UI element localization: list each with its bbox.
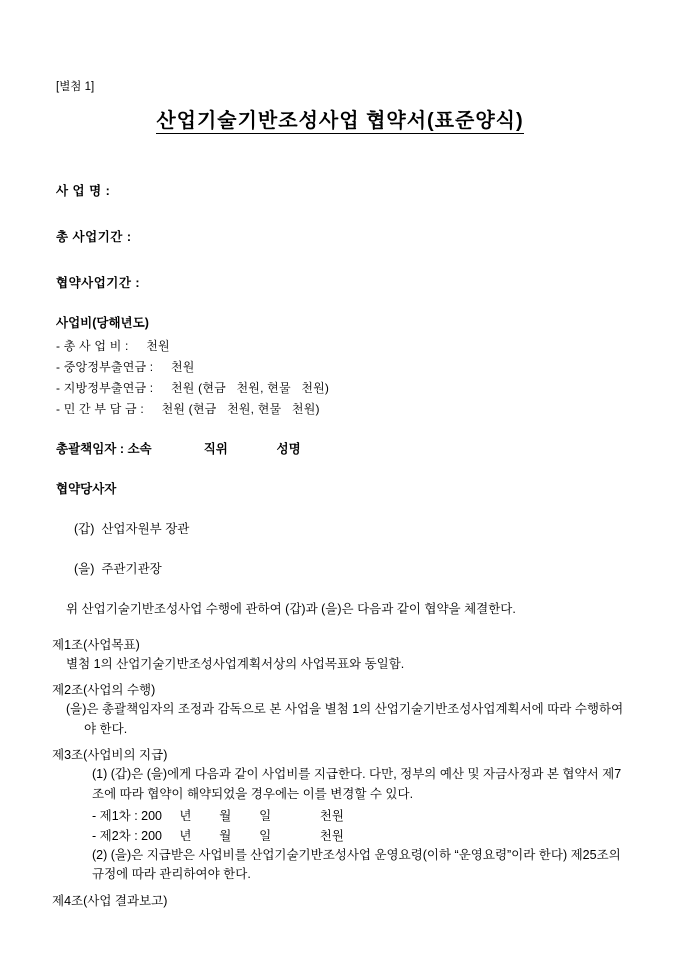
article-2-head: 제2조(사업의 수행): [52, 683, 156, 698]
article-3-payment-2: - 제2차 : 200 년 월 일 천원: [92, 828, 344, 843]
attachment-tag: [별첨 1]: [56, 81, 95, 93]
article-4-head: 제4조(사업 결과보고): [52, 893, 168, 908]
article-3-payment-1: - 제1차 : 200 년 월 일 천원: [92, 808, 344, 823]
parties-heading: 협약당사자: [56, 482, 117, 496]
cost-row: - 민 간 부 담 금 : 천원 (현금 천원, 현물 천원): [56, 402, 320, 416]
field-project-leader: 총괄책임자 : 소속 직위 성명: [56, 442, 301, 456]
field-project-name: 사 업 명 :: [56, 184, 111, 198]
field-agreement-period: 협약사업기간 :: [56, 276, 141, 290]
cost-row: - 지방정부출연금 : 천원 (현금 천원, 현물 천원): [56, 381, 330, 395]
article-1-body: 별첨 1의 산업기술기반조성사업계획서상의 사업목표와 동일함.: [66, 657, 405, 671]
party-row-gap: (갑) 산업자원부 장관: [74, 522, 190, 536]
article-3-head: 제3조(사업비의 지급): [52, 748, 168, 763]
field-total-period: 총 사업기간 :: [56, 230, 132, 244]
cost-row: - 총 사 업 비 : 천원: [56, 339, 170, 353]
party-row-eul: (을) 주관기관장: [74, 562, 162, 576]
article-3-body-1: (1) (갑)은 (을)에게 다음과 같이 사업비를 지급한다. 다만, 정부의 예산 및 자금사정과 본 협약서 제7조에 따라 협약이 해약되었을 경우에는 이를 변경할 수 있다.: [92, 767, 622, 801]
cost-row: - 중앙정부출연금 : 천원: [56, 360, 195, 374]
cost-heading: 사업비(당해년도): [56, 316, 149, 330]
article-2-body: (을)은 총괄책임자의 조정과 감독으로 본 사업을 별첨 1의 산업기술기반조성사업계획서에 따라 수행하여야 한다.: [66, 702, 624, 736]
page-title: [52, 104, 628, 135]
article-1-head: 제1조(사업목표): [52, 638, 140, 652]
intro-paragraph: 위 산업기술기반조성사업 수행에 관하여 (갑)과 (을)은 다음과 같이 협약을 체결한다.: [66, 602, 516, 616]
article-3-body-2: (2) (을)은 지급받은 사업비를 산업기술기반조성사업 운영요령(이하 “운영요령”이라 한다) 제25조의 규정에 따라 관리하여야 한다.: [92, 847, 621, 882]
page-title-text: 산업기술기반조성사업 협약서(표준양식): [156, 110, 524, 132]
